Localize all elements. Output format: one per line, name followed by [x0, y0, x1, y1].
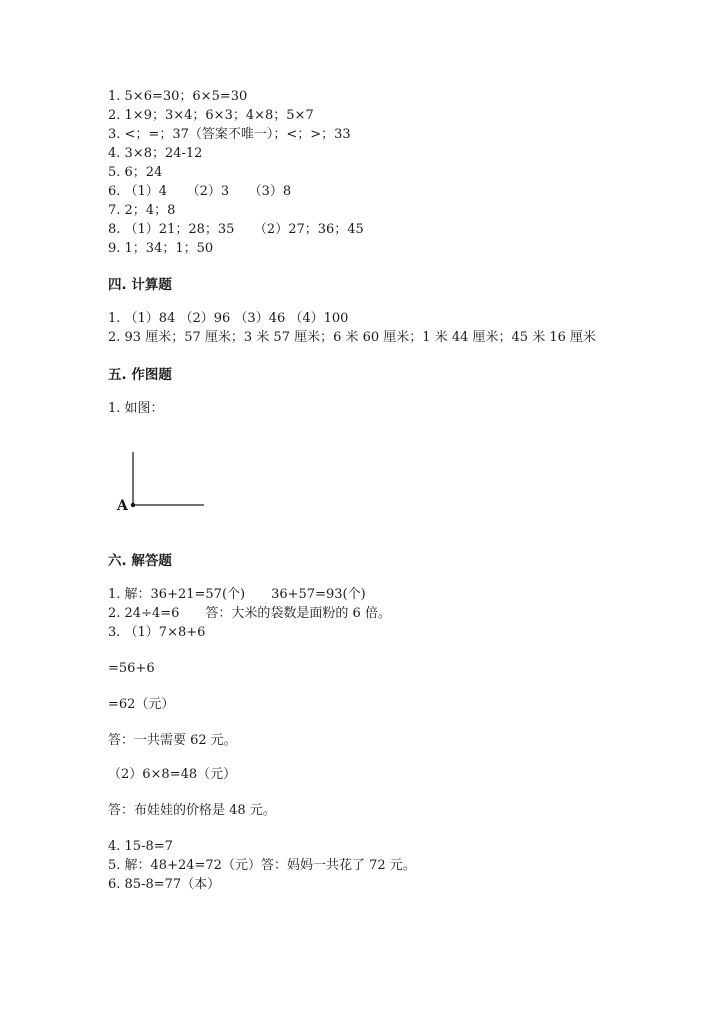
answer-line: =56+6	[108, 661, 155, 676]
answer-line: 4. 3×8；24-12	[108, 146, 203, 161]
vertex-label: A	[117, 498, 128, 514]
answer-line: 2. 1×9；3×4；6×3；4×8；5×7	[108, 108, 314, 123]
answer-line: 2. 24÷4=6 答：大米的袋数是面粉的 6 倍。	[108, 606, 391, 621]
section-heading-drawing: 五. 作图题	[108, 367, 172, 383]
answer-line: 答：一共需要 62 元。	[108, 733, 237, 748]
answer-line: 7. 2；4；8	[108, 203, 176, 218]
answer-line: 6. 85-8=77（本）	[108, 877, 221, 892]
answer-line: 9. 1；34；1；50	[108, 241, 214, 256]
answer-line: 5. 6；24	[108, 165, 163, 180]
answer-line: 8. （1）21；28；35 （2）27；36；45	[108, 222, 364, 237]
answer-line: 1. 如图：	[108, 401, 164, 416]
answer-line: 答：布娃娃的价格是 48 元。	[108, 803, 276, 818]
angle-figure	[108, 446, 218, 516]
answer-line: 1. 解：36+21=57(个) 36+57=93(个)	[108, 587, 366, 602]
answer-line: 6. （1）4 （2）3 （3）8	[108, 184, 292, 199]
answer-line: 5. 解：48+24=72（元）答：妈妈一共花了 72 元。	[108, 858, 416, 873]
answer-line: 3. <；=；37（答案不唯一）；<；>；33	[108, 127, 351, 142]
answer-line: （2）6×8=48（元）	[108, 767, 237, 782]
section-heading-solutions: 六. 解答题	[108, 553, 172, 569]
answer-line: 3. （1）7×8+6	[108, 625, 206, 640]
section-heading-calculation: 四. 计算题	[108, 277, 172, 293]
answer-line: 4. 15-8=7	[108, 839, 173, 854]
answer-line: 1. 5×6=30；6×5=30	[108, 89, 248, 104]
answer-line: 1. （1）84 （2）96 （3）46 （4）100	[108, 311, 349, 326]
answer-line: 2. 93 厘米；57 厘米；3 米 57 厘米；6 米 60 厘米；1 米 44 厘米；45 米 16 厘米	[108, 330, 596, 345]
answer-line: =62（元）	[108, 697, 175, 712]
vertex-point	[131, 503, 135, 507]
right-angle-diagram	[108, 446, 218, 516]
